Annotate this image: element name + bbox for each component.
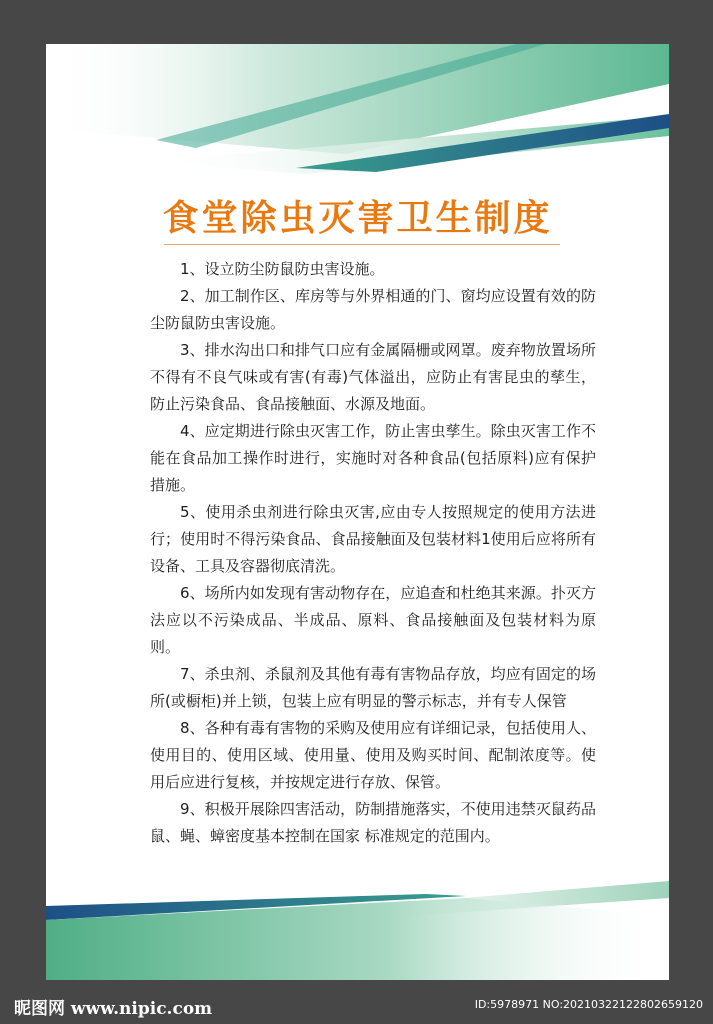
rule-item: 6、场所内如发现有害动物存在，应追查和杜绝其来源。扑灭方法应以不污染成品、半成品、原料、食品接触面及包装材料为原则。 (150, 584, 596, 656)
image-id-label: ID:5978971 NO:20210322122802659120 (474, 998, 703, 1011)
rule-item: 8、各种有毒有害物的采购及使用应有详细记录，包括使用人、使用目的、使用区域、使用量、使用及购买时间、配制浓度等。使用后应进行复核，并按规定进行存放、保管。 (150, 719, 596, 791)
rule-item: 9、积极开展除四害活动，防制措施落实，不使用违禁灭鼠药品鼠、蝇、蟑密度基本控制在国家 标准规定的范围内。 (150, 800, 596, 845)
rule-item: 7、杀虫剂、杀鼠剂及其他有毒有害物品存放，均应有固定的场所(或橱柜)并上锁，包装上应有明显的警示标志，并有专人保管 (150, 665, 596, 710)
bottom-decoration (46, 876, 669, 980)
rule-item: 5、使用杀虫剂进行除虫灭害,应由专人按照规定的使用方法进行；使用时不得污染食品、食品接触面及包装材料1使用后应将所有设备、工具及容器彻底清洗。 (150, 503, 596, 575)
rule-item: 2、加工制作区、库房等与外界相通的门、窗均应设置有效的防尘防鼠防虫害设施。 (150, 287, 596, 332)
rules-list (150, 256, 596, 850)
top-decoration (46, 44, 669, 184)
rule-item: 1、设立防尘防鼠防虫害设施。 (180, 260, 385, 278)
rule-item: 3、排水沟出口和排气口应有金属隔栅或网罩。废弃物放置场所不得有不良气味或有害(有毒)气体溢出，应防止有害昆虫的孳生，防止污染食品、食品接触面、水源及地面。 (150, 341, 596, 413)
watermark-logo: 昵图网 www.nipic.com (14, 999, 213, 1019)
poster (46, 44, 669, 980)
page-title: 食堂除虫灭害卫生制度 (162, 197, 553, 239)
title-divider (164, 244, 560, 245)
rule-item: 4、应定期进行除虫灭害工作，防止害虫孳生。除虫灭害工作不能在食品加工操作时进行，实施时对各种食品(包括原料)应有保护措施。 (150, 422, 596, 494)
